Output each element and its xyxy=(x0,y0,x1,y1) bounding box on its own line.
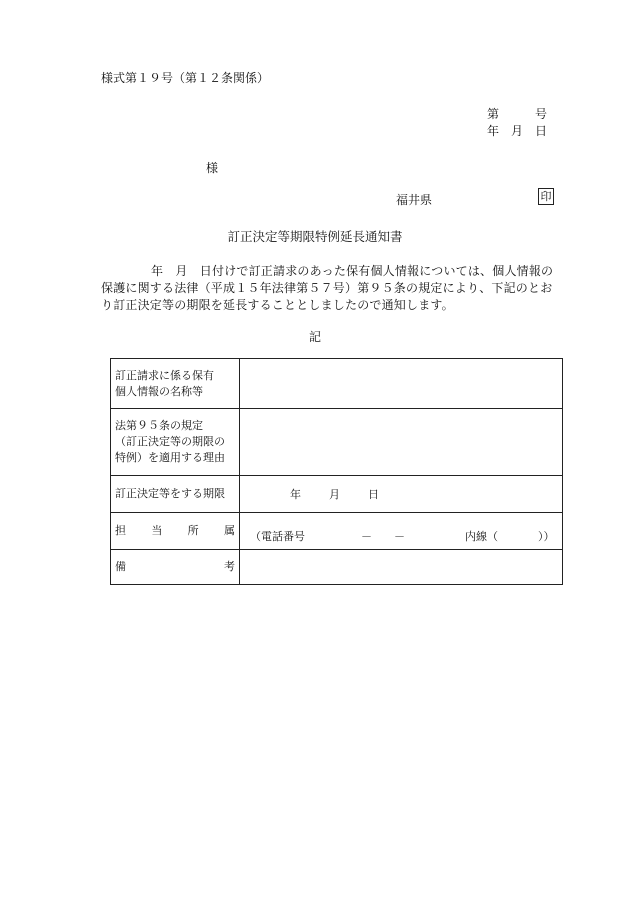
deadline-year: 年 xyxy=(290,488,301,501)
table-row xyxy=(111,409,563,476)
label-text: 個人情報の名称等 xyxy=(115,384,203,398)
label-line xyxy=(115,434,235,450)
seal-mark: 印 xyxy=(538,188,554,205)
label-spread xyxy=(115,559,235,575)
label-line xyxy=(115,450,235,466)
label-line xyxy=(115,368,235,384)
body-text xyxy=(101,263,563,314)
page-title: 訂正決定等期限特例延長通知書 xyxy=(227,229,403,244)
deadline-month: 月 xyxy=(329,488,340,501)
addressee: 様 xyxy=(206,161,219,175)
deadline-day: 日 xyxy=(368,488,379,501)
info-name-field[interactable] xyxy=(240,359,563,409)
label-char: 担 xyxy=(115,524,126,537)
body-paragraph: 年 月 日付けで訂正請求のあった保有個人情報については、個人情報の保護に関する法律（平成１５年法律第５７号）第９５条の規定により、下記のとおり訂正決定等の期限を延長することとしましたので通知します。 xyxy=(101,264,554,312)
row-label-deadline xyxy=(111,476,240,513)
document-number-line: 第 号 xyxy=(487,107,548,121)
phone-line xyxy=(250,518,562,544)
label-char: 考 xyxy=(224,560,235,573)
label-text: （訂正決定等の期限の xyxy=(115,435,225,448)
ext-label: 内線（ xyxy=(465,530,498,543)
ki-heading: 記 xyxy=(308,330,321,344)
row-label-remarks xyxy=(111,550,240,585)
document-date-line: 年 月 日 xyxy=(487,124,548,138)
label-char: 所 xyxy=(187,524,199,537)
label-spread xyxy=(115,523,235,539)
label-text: 訂正決定等をする期限 xyxy=(115,487,225,500)
table-row xyxy=(111,513,563,550)
table-row xyxy=(111,476,563,513)
table-row xyxy=(111,359,563,409)
reason-field[interactable] xyxy=(240,409,563,476)
remarks-field[interactable] xyxy=(240,550,563,585)
label-text: 法第９５条の規定 xyxy=(115,419,203,432)
deadline-field[interactable] xyxy=(240,476,563,513)
label-line xyxy=(115,418,235,434)
table-row xyxy=(111,550,563,585)
row-label-department xyxy=(111,513,240,550)
label-text: 訂正請求に係る保有 xyxy=(115,368,214,382)
label-char: 備 xyxy=(115,560,126,573)
label-char: 属 xyxy=(223,524,235,537)
form-number: 様式第１９号（第１２条関係） xyxy=(101,71,270,85)
sender-name: 福井県 xyxy=(396,193,433,207)
ext-close: ）） xyxy=(538,530,555,543)
department-field[interactable] xyxy=(240,513,563,550)
tel-label: （電話番号 xyxy=(250,530,305,543)
row-label-info-name xyxy=(111,359,240,409)
label-text: 特例）を適用する理由 xyxy=(115,451,225,464)
row-label-reason xyxy=(111,409,240,476)
info-table xyxy=(110,358,563,585)
label-line xyxy=(115,384,235,400)
tel-dash-1: － xyxy=(361,530,372,543)
label-char: 当 xyxy=(151,524,163,537)
tel-dash-2: － xyxy=(394,530,405,543)
